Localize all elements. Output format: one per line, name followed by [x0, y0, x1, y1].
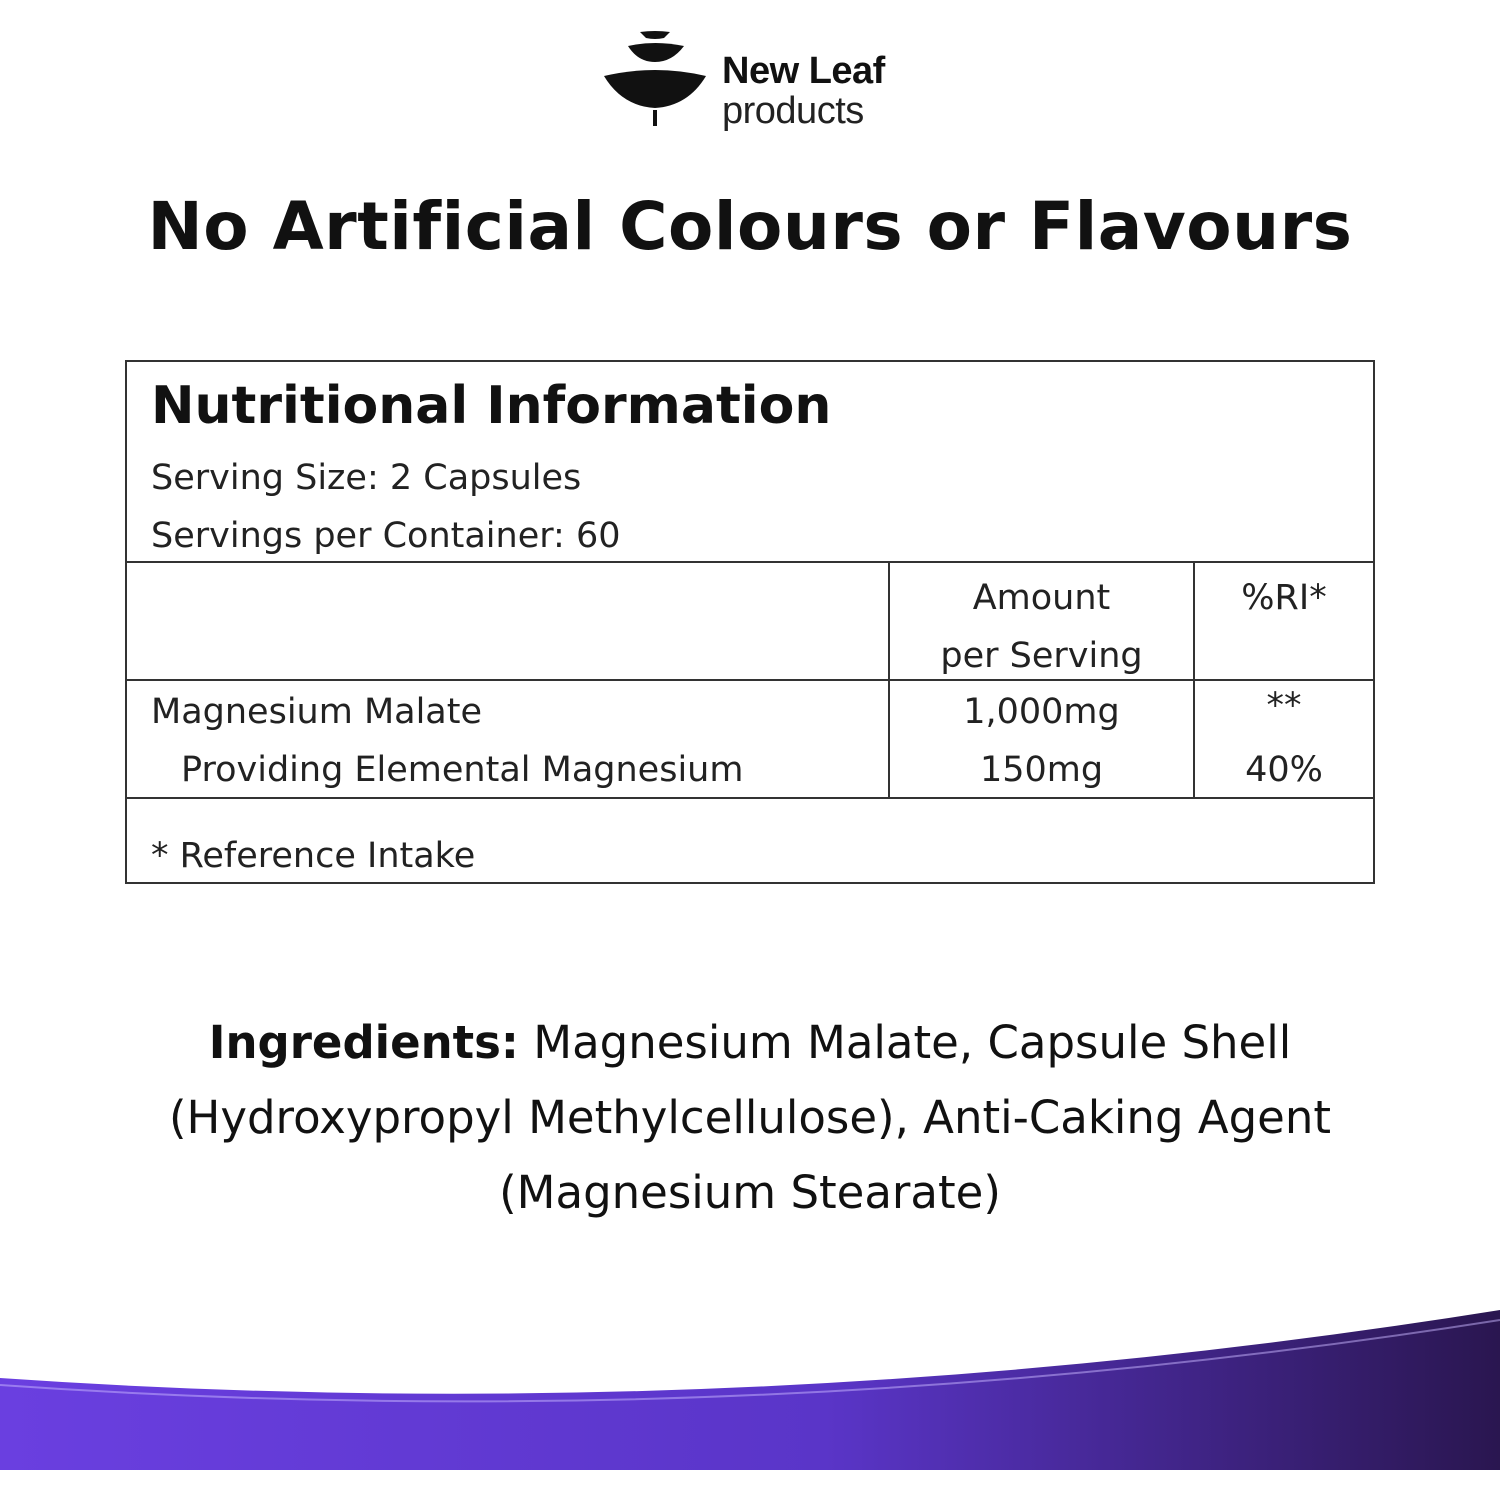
nutrient-ri: **: [1266, 686, 1302, 726]
nutrient-subamount: 150mg: [979, 750, 1104, 790]
brand-wordmark: [722, 52, 885, 130]
amount-header-line2: per Serving: [940, 636, 1143, 676]
column-divider: [1193, 563, 1195, 799]
tiered-leaf-logo-icon: [600, 28, 710, 128]
nutrient-subname: Providing Elemental Magnesium: [181, 750, 744, 790]
column-header-row: [127, 563, 1373, 681]
nutrition-title: Nutritional Information: [151, 376, 832, 436]
footnote: * Reference Intake: [151, 836, 476, 876]
footnote-row: [127, 799, 1373, 882]
servings-per-container: Servings per Container: 60: [151, 516, 621, 556]
nutrient-amount: 1,000mg: [963, 692, 1120, 732]
ri-header: %RI*: [1241, 578, 1327, 618]
brand-sub: products: [722, 90, 864, 132]
brand-name: New Leaf: [722, 50, 885, 92]
ingredients-text: Magnesium Malate, Capsule Shell (Hydroxypropyl Methylcellulose), Anti-Caking Agent (Magnesium Stearate): [168, 1016, 1332, 1219]
decorative-wave: [0, 1290, 1500, 1500]
brand-logo: [600, 28, 920, 138]
nutrition-header: [127, 362, 1373, 563]
column-divider: [888, 563, 890, 799]
nutrition-panel: [125, 360, 1375, 884]
ingredients: [100, 1005, 1400, 1230]
table-row: [127, 681, 1373, 799]
nutrient-subri: 40%: [1245, 750, 1323, 790]
nutrient-name: Magnesium Malate: [151, 692, 483, 732]
serving-size: Serving Size: 2 Capsules: [151, 458, 582, 498]
headline: No Artificial Colours or Flavours: [147, 188, 1353, 265]
ingredients-label: Ingredients:: [208, 1016, 519, 1069]
amount-header-line1: Amount: [972, 578, 1111, 618]
